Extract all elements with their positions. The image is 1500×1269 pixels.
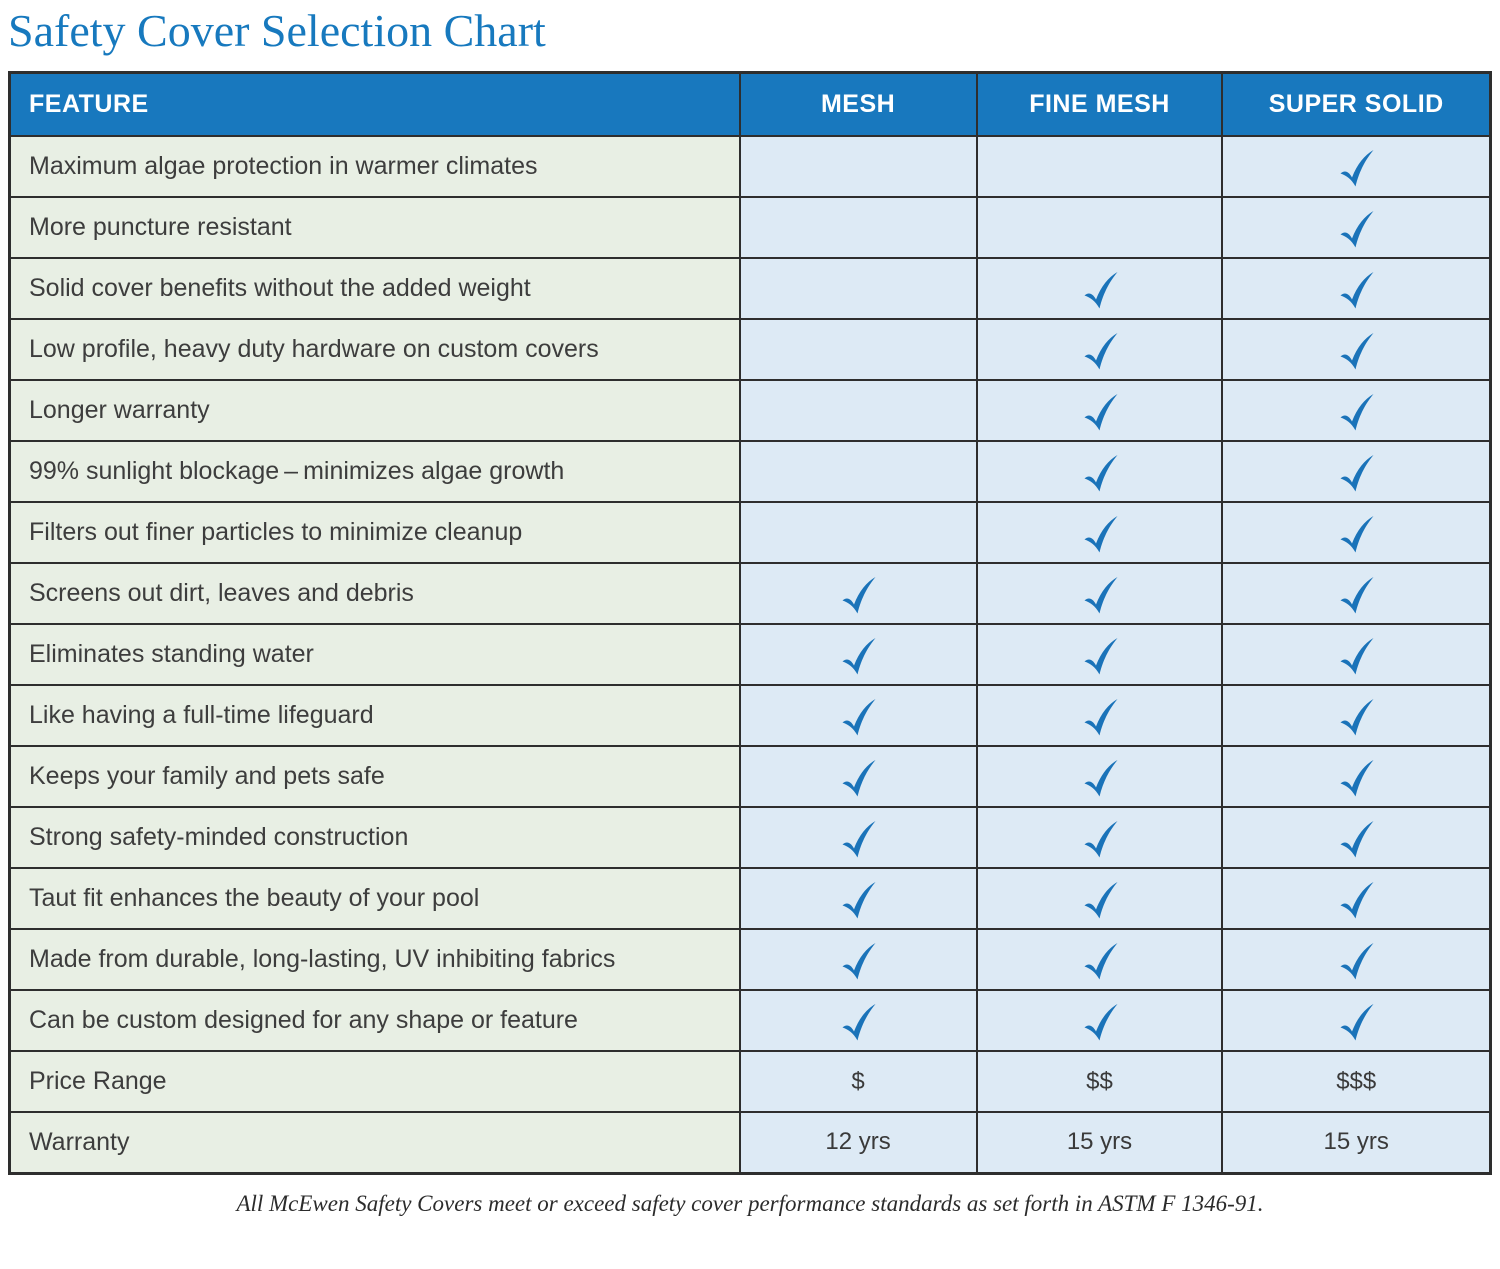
check-cell [977,563,1223,624]
check-cell [740,746,977,807]
check-icon [1335,512,1377,556]
check-cell [977,502,1223,563]
check-cell [1222,380,1490,441]
feature-label: Warranty [10,1112,740,1173]
value-cell: 12 yrs [740,1112,977,1173]
header-row [10,72,1491,136]
feature-label: Filters out finer particles to minimize cleanup [10,502,740,563]
check-icon [837,634,879,678]
empty-cell [740,441,977,502]
check-icon [837,878,879,922]
feature-label: Eliminates standing water [10,624,740,685]
check-cell [1222,685,1490,746]
feature-label: Like having a full-time lifeguard [10,685,740,746]
check-icon [837,939,879,983]
table-row [10,685,1491,746]
value-cell: $$ [977,1051,1223,1112]
check-icon [1335,329,1377,373]
check-cell [1222,258,1490,319]
check-icon [1335,146,1377,190]
check-cell [977,441,1223,502]
column-header-super-solid: SUPER SOLID [1222,72,1490,136]
check-icon [1079,329,1121,373]
check-icon [1079,634,1121,678]
check-cell [977,380,1223,441]
column-header-mesh: MESH [740,72,977,136]
table-row [10,1051,1491,1112]
feature-label: Keeps your family and pets safe [10,746,740,807]
empty-cell [740,197,977,258]
table-row [10,319,1491,380]
check-icon [1335,207,1377,251]
check-icon [1079,451,1121,495]
check-cell [740,685,977,746]
value-cell: 15 yrs [977,1112,1223,1173]
feature-label: Taut fit enhances the beauty of your pool [10,868,740,929]
check-cell [1222,624,1490,685]
page-title: Safety Cover Selection Chart [8,5,546,56]
check-cell [1222,990,1490,1051]
check-icon [1335,695,1377,739]
check-cell [1222,136,1490,197]
check-cell [1222,502,1490,563]
value-cell: $$$ [1222,1051,1490,1112]
check-cell [977,990,1223,1051]
check-icon [1335,878,1377,922]
feature-label: Maximum algae protection in warmer climates [10,136,740,197]
table-row [10,502,1491,563]
table-header [10,72,1491,136]
empty-cell [740,502,977,563]
check-icon [837,695,879,739]
check-cell [977,319,1223,380]
check-cell [977,807,1223,868]
check-cell [740,624,977,685]
check-cell [740,929,977,990]
feature-label: 99% sunlight blockage – minimizes algae growth [10,441,740,502]
table-row [10,258,1491,319]
check-cell [1222,807,1490,868]
check-icon [837,1000,879,1044]
check-icon [1079,573,1121,617]
value-cell: $ [740,1051,977,1112]
check-cell [740,990,977,1051]
feature-label: Made from durable, long-lasting, UV inhibiting fabrics [10,929,740,990]
check-cell [977,685,1223,746]
check-icon [1335,756,1377,800]
check-cell [1222,563,1490,624]
empty-cell [740,136,977,197]
empty-cell [740,258,977,319]
empty-cell [740,319,977,380]
column-header-feature: FEATURE [10,72,740,136]
check-cell [1222,929,1490,990]
check-icon [1079,939,1121,983]
table-row [10,929,1491,990]
check-icon [1079,390,1121,434]
feature-label: Can be custom designed for any shape or feature [10,990,740,1051]
feature-label: Solid cover benefits without the added weight [10,258,740,319]
check-icon [1335,573,1377,617]
table-row [10,1112,1491,1173]
feature-label: More puncture resistant [10,197,740,258]
check-cell [1222,868,1490,929]
table-row [10,136,1491,197]
table-row [10,624,1491,685]
check-icon [1079,817,1121,861]
table-row [10,868,1491,929]
check-cell [1222,441,1490,502]
feature-label: Strong safety-minded construction [10,807,740,868]
table-row [10,990,1491,1051]
check-cell [977,929,1223,990]
check-icon [1079,878,1121,922]
table-row [10,380,1491,441]
check-cell [1222,197,1490,258]
check-icon [1335,268,1377,312]
check-cell [1222,319,1490,380]
column-header-fine-mesh: FINE MESH [977,72,1223,136]
check-icon [1335,390,1377,434]
check-icon [1079,268,1121,312]
check-cell [977,258,1223,319]
empty-cell [740,380,977,441]
table-row [10,563,1491,624]
table-row [10,746,1491,807]
check-icon [1079,1000,1121,1044]
check-icon [1335,939,1377,983]
check-cell [977,746,1223,807]
feature-label: Longer warranty [10,380,740,441]
check-icon [1335,1000,1377,1044]
check-icon [1079,756,1121,800]
check-cell [977,624,1223,685]
check-cell [740,563,977,624]
value-cell: 15 yrs [1222,1112,1490,1173]
table-body [10,136,1491,1173]
feature-label: Price Range [10,1051,740,1112]
table-row [10,197,1491,258]
check-cell [977,868,1223,929]
table-row [10,441,1491,502]
selection-chart-table [8,71,1492,1175]
check-icon [1335,634,1377,678]
empty-cell [977,136,1223,197]
empty-cell [977,197,1223,258]
check-icon [1079,512,1121,556]
check-icon [837,817,879,861]
feature-label: Screens out dirt, leaves and debris [10,563,740,624]
check-icon [1335,817,1377,861]
check-icon [1079,695,1121,739]
check-icon [837,756,879,800]
check-cell [1222,746,1490,807]
feature-label: Low profile, heavy duty hardware on custom covers [10,319,740,380]
footnote: All McEwen Safety Covers meet or exceed safety cover performance standards as set forth in ASTM F 1346-91. [236,1190,1264,1216]
table-row [10,807,1491,868]
check-icon [837,573,879,617]
check-cell [740,868,977,929]
check-icon [1335,451,1377,495]
check-cell [740,807,977,868]
